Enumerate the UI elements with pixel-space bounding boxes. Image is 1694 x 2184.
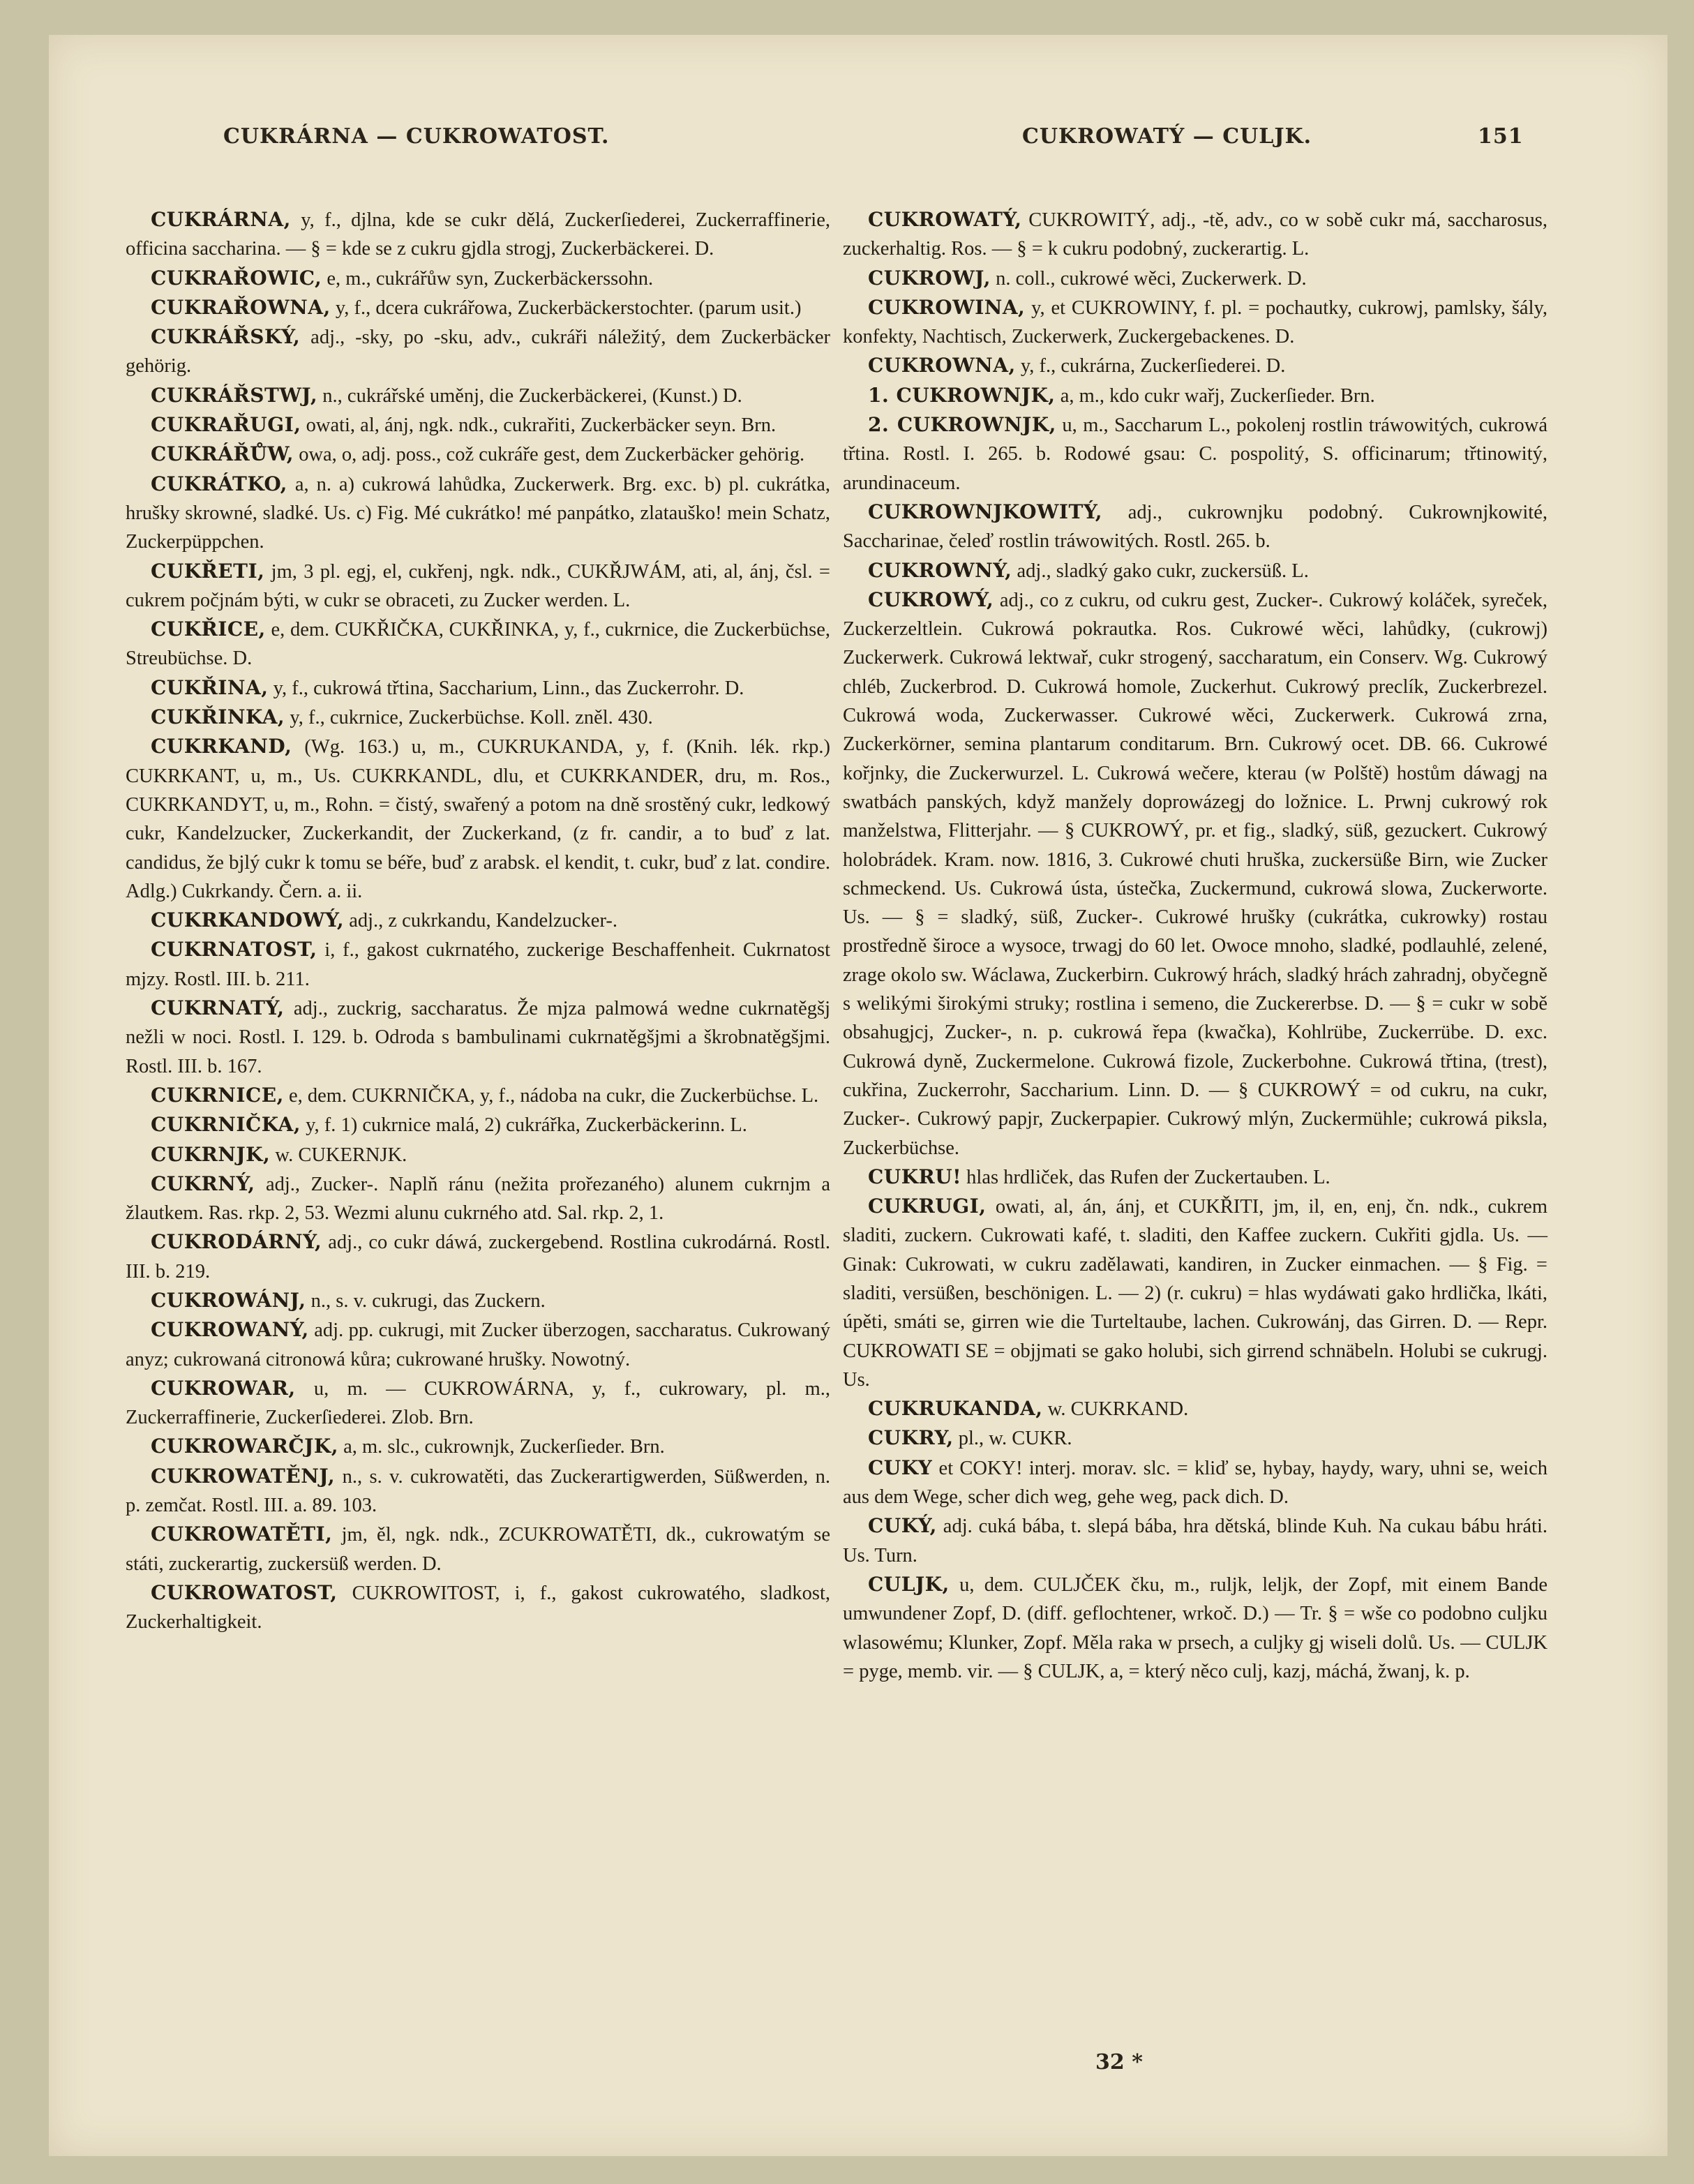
entry-headword: CUKROWÁNJ, xyxy=(151,1288,306,1312)
entry-definition: adj., z cukrkandu, Kandelzucker-. xyxy=(349,910,617,932)
entry-definition: CUKROWITÝ, adj., -tě, adv., co w sobě cukr má, saccharosus, zuckerhaltig. Ros. — § = k cukru podobný, zuckerartig. L. xyxy=(843,209,1547,260)
dictionary-entry xyxy=(843,1192,1547,1394)
entry-definition: jm, ěl, ngk. ndk., ZCUKROWATĚTI, dk., cukrowatým se státi, zuckerartig, zuckersüß werden. D. xyxy=(126,1524,830,1575)
dictionary-entry xyxy=(843,556,1547,585)
signature-mark: 32 * xyxy=(1095,2050,1143,2074)
dictionary-entry xyxy=(126,1520,830,1578)
page-number: 151 xyxy=(1478,124,1524,149)
entry-headword: CUKROWATĚTI, xyxy=(151,1523,333,1546)
entry-headword: CUKŘINA, xyxy=(151,675,269,699)
entry-headword: CUKRNICE, xyxy=(151,1083,284,1107)
entry-definition: w. CUKRKAND. xyxy=(1047,1398,1189,1421)
dictionary-entry xyxy=(843,1511,1547,1570)
entry-definition: et COKY! interj. morav. slc. = kliď se, hybay, haydy, wary, uhni se, weich aus dem Wege, scher dich weg, gehe weg, pack dich. D. xyxy=(843,1457,1548,1509)
entry-headword: CUKROWATĚNJ, xyxy=(151,1464,336,1488)
dictionary-entry xyxy=(126,1578,830,1637)
dictionary-entry xyxy=(126,1462,830,1520)
entry-definition: a, m. slc., cukrownjk, Zuckerſieder. Brn. xyxy=(343,1436,665,1458)
entry-definition: (Wg. 163.) u, m., CUKRUKANDA, y, f. (Knih. lék. rkp.) CUKRKANT, u, m., Us. CUKRKANDL, dlu, et CUKRKANDER, dru, m. Ros., CUKRKANDYT, u, m., Rohn. = čistý, swařený a potom na dně srostěný cukr, ledkowý cukr, Kandelzucker, Zuckerkandit, der Zuckerkand, (z fr. candir, a to buď z lat. candidus, že bjlý cukr k tomu se béře, buď z arabsk. el kendit, t. cukr, buď z lat. condire. Adlg.) Cukrkandy. Čern. a. ii. xyxy=(126,736,830,902)
dictionary-entry xyxy=(843,264,1547,293)
dictionary-entry xyxy=(843,1453,1547,1512)
entry-definition: CUKROWITOST, i, f., gakost cukrowatého, sladkost, Zuckerhaltigkeit. xyxy=(126,1582,831,1633)
dictionary-entry xyxy=(843,1570,1547,1686)
entry-definition: adj., cukrownjku podobný. Cukrownjkowité, Saccharinae, čeleď rostlin tráwowitých. Rostl. 265. b. xyxy=(843,501,1547,553)
entry-definition: u, m. — CUKROWÁRNA, y, f., cukrowary, pl. m., Zuckerraffinerie, Zuckerſiederei. Zlob. Brn. xyxy=(126,1377,831,1429)
dictionary-entry xyxy=(843,1394,1547,1423)
dictionary-entry xyxy=(126,1374,830,1433)
dictionary-entry xyxy=(126,1110,830,1139)
entry-headword: CUKRÁŘSKÝ, xyxy=(151,325,301,349)
entry-headword: 2. CUKROWNJK, xyxy=(868,413,1056,437)
entry-headword: CUKRKAND, xyxy=(151,735,292,758)
dictionary-entry xyxy=(126,381,830,410)
dictionary-entry xyxy=(126,732,830,906)
entry-definition: hlas hrdliček, das Rufen der Zuckertauben. L. xyxy=(966,1166,1331,1188)
dictionary-entry xyxy=(126,1227,830,1286)
entry-definition: e, dem. CUKŘIČKA, CUKŘINKA, y, f., cukrnice, die Zuckerbüchse, Streubüchse. D. xyxy=(126,619,830,670)
entry-headword: CUKROWÝ, xyxy=(868,588,994,611)
entry-definition: y, et CUKROWINY, f. pl. = pochautky, cukrowj, pamlsky, šály, konfekty, Nachtisch, Zuckerwerk, Zuckergebackenes. D. xyxy=(843,297,1548,348)
entry-definition: adj., zuckrig, saccharatus. Že mjza palmowá wedne cukrnatěgšj nežli w noci. Rostl. I. 129. b. Odroda s bambulinami cukrnatěgšjmi a škrobnatěgšjmi. Rostl. III. b. 167. xyxy=(126,998,831,1077)
right-column xyxy=(843,205,1547,1686)
entry-headword: CUKRNIČKA, xyxy=(151,1113,301,1137)
dictionary-entry xyxy=(843,293,1547,352)
entry-definition: u, dem. CULJČEK čku, m., ruljk, leljk, der Zopf, mit einem Bande umwundener Zopf, D. (diff. geflochtener, wrkoč. D.) — Tr. § = wše co podobno culjku wlasowému; Klunker, Zopf. Měla raka w prsech, a culjky gj wiseli dolů. Us. — CULJK = pyge, memb. vir. — § CULJK, a, = který něco culj, kazj, máchá, žwanj, k. p. xyxy=(843,1573,1548,1682)
left-running-head: CUKRÁRNA — CUKROWATOST. xyxy=(223,124,610,149)
entry-definition: e, dem. CUKRNIČKA, y, f., nádoba na cukr, die Zuckerbüchse. L. xyxy=(289,1084,819,1107)
entry-headword: CUKRAŘOWIC, xyxy=(151,266,322,290)
dictionary-entry xyxy=(126,1286,830,1315)
entry-headword: CUKRU! xyxy=(868,1165,962,1188)
entry-definition: jm, 3 pl. egj, el, cukřenj, ngk. ndk., CUKŘJWÁM, ati, al, ánj, čsl. = cukrem počjnám býti, w cukr se obraceti, zu Zucker werden. L. xyxy=(126,560,830,611)
entry-headword: CUKRUGI, xyxy=(868,1195,987,1218)
dictionary-entry xyxy=(126,1081,830,1110)
entry-definition: y, f., dcera cukrářowa, Zuckerbäckerstochter. (parum usit.) xyxy=(335,297,802,319)
entry-headword: CUKRKANDOWÝ, xyxy=(151,908,345,932)
entry-headword: 1. CUKROWNJK, xyxy=(868,383,1056,407)
entry-definition: owa, o, adj. poss., což cukráře gest, dem Zuckerbäcker gehörig. xyxy=(299,444,805,466)
entry-headword: CUKROWARČJK, xyxy=(151,1435,338,1458)
entry-definition: y, f. 1) cukrnice malá, 2) cukrářka, Zuckerbäckerinn. L. xyxy=(306,1114,747,1137)
dictionary-entry xyxy=(126,1315,830,1374)
entry-definition: adj., Zucker-. Naplň ránu (nežita prořezaného) alunem cukrnjm a žlautkem. Ras. rkp. 2, 53. Wezmi alunu cukrného atd. Sal. rkp. 2, 1. xyxy=(126,1173,831,1225)
entry-headword: CUKRÁRNA, xyxy=(151,208,291,231)
entry-definition: adj., sladký gako cukr, zuckersüß. L. xyxy=(1017,560,1309,582)
entry-headword: CUKY xyxy=(868,1456,933,1479)
dictionary-entry xyxy=(843,410,1547,498)
dictionary-entry xyxy=(126,906,830,935)
dictionary-entry xyxy=(126,322,830,381)
entry-definition: adj., co cukr dáwá, zuckergebend. Rostlina cukrodárná. Rostl. III. b. 219. xyxy=(126,1232,830,1282)
entry-headword: CUKRÁŘŮW, xyxy=(151,442,294,466)
dictionary-entry xyxy=(126,264,830,293)
entry-headword: CUKRUKANDA, xyxy=(868,1397,1043,1421)
dictionary-entry xyxy=(126,557,830,615)
dictionary-entry xyxy=(126,673,830,703)
left-column xyxy=(126,205,830,1637)
entry-definition: pl., w. CUKR. xyxy=(958,1428,1072,1450)
dictionary-entry xyxy=(843,498,1547,556)
entry-headword: CUKRÁTKO, xyxy=(151,472,287,495)
dictionary-entry xyxy=(843,351,1547,380)
entry-headword: CUKRNÝ, xyxy=(151,1172,255,1195)
entry-headword: CUKÝ, xyxy=(868,1514,937,1538)
dictionary-entry xyxy=(126,994,830,1081)
dictionary-entry xyxy=(843,1423,1547,1453)
dictionary-entry xyxy=(843,205,1547,264)
entry-headword: CUKROWATÝ, xyxy=(868,208,1022,231)
entry-headword: CUKRAŘUGI, xyxy=(151,413,301,437)
entry-headword: CUKŘICE, xyxy=(151,618,266,641)
dictionary-entry xyxy=(126,615,830,673)
entry-definition: a, m., kdo cukr wařj, Zuckerſieder. Brn. xyxy=(1060,384,1375,407)
entry-definition: adj. pp. cukrugi, mit Zucker überzogen, saccharatus. Cukrowaný anyz; cukrowaná citronowá kůra; cukrowané hrušky. Nowotný. xyxy=(126,1319,831,1370)
entry-headword: CUKROWINA, xyxy=(868,295,1026,319)
entry-headword: CUKRY, xyxy=(868,1426,954,1450)
entry-headword: CUKŘINKA, xyxy=(151,705,285,729)
dictionary-entry xyxy=(126,293,830,322)
dictionary-page xyxy=(49,35,1667,2156)
entry-definition: n., s. v. cukrugi, das Zuckern. xyxy=(310,1289,546,1312)
entry-definition: owati, al, ánj, ngk. ndk., cukrařiti, Zuckerbäcker seyn. Brn. xyxy=(306,414,777,437)
dictionary-entry xyxy=(126,703,830,732)
entry-headword: CUKROWAR, xyxy=(151,1376,296,1400)
entry-definition: adj., -sky, po -sku, adv., cukráři náležitý, dem Zuckerbäcker gehörig. xyxy=(126,327,831,377)
entry-headword: CUKRNJK, xyxy=(151,1142,271,1166)
entry-headword: CUKRNATOST, xyxy=(151,938,317,962)
entry-definition: y, f., cukrnice, Zuckerbüchse. Koll. zněl. 430. xyxy=(290,707,653,729)
entry-definition: adj. cuká bába, t. slepá bába, hra dětská, blinde Kuh. Na cukau bábu hráti. Us. Turn. xyxy=(843,1516,1548,1566)
entry-headword: CUKŘETI, xyxy=(151,559,265,583)
entry-definition: n. coll., cukrowé wěci, Zuckerwerk. D. xyxy=(996,267,1307,290)
entry-definition: u, m., Saccharum L., pokolenj rostlin tráwowitých, cukrowá třtina. Rostl. I. 265. b. Rodowé gsau: C. pospolitý, S. officinarum; třtinowitý, arundinaceum. xyxy=(843,414,1547,494)
entry-headword: CUKRODÁRNÝ, xyxy=(151,1230,322,1254)
entry-headword: CUKRNATÝ, xyxy=(151,996,285,1020)
entry-headword: CUKROWNA, xyxy=(868,354,1016,377)
entry-headword: CUKROWNÝ, xyxy=(868,558,1012,582)
entry-headword: CULJK, xyxy=(868,1572,950,1596)
entry-definition: y, f., cukrowá třtina, Saccharium, Linn., das Zuckerrohr. D. xyxy=(273,677,744,699)
entry-definition: e, m., cukrářůw syn, Zuckerbäckerssohn. xyxy=(327,267,654,290)
entry-headword: CUKRAŘOWNA, xyxy=(151,295,331,319)
right-running-head: CUKROWATÝ — CULJK. xyxy=(1022,124,1312,149)
entry-definition: a, n. a) cukrowá lahůdka, Zuckerwerk. Brg. exc. b) pl. cukrátka, hrušky skrowné, sladké. Us. c) Fig. Mé cukrátko! mé panpátko, zlatauško! mein Schatz, Zuckerpüppchen. xyxy=(126,473,831,553)
dictionary-entry xyxy=(126,1432,830,1461)
entry-definition: owati, al, án, ánj, et CUKŘITI, jm, il, en, enj, čn. ndk., cukrem sladiti, zuckern. Cukrowati kafé, t. sladiti, den Kaffee zuckern. Cukřiti gjdla. Us. — Ginak: Cukrowati, w cukru zadělawati, kandiren, in Zucker einmachen. — § Fig. = sladiti, versüßen, beschönigen. L. — 2) (r. cukru) = hlas wydáwati gako hrdlička, lkáti, úpěti, smáti se, girren wie die Turteltaube, lachen. Cukrowánj, das Girren. D. — Repr. CUKROWATI SE = objjmati se gako holubi, sich girrend schnäbeln. Holubi se cukrugj. Us. xyxy=(843,1196,1548,1391)
dictionary-entry xyxy=(126,1169,830,1228)
dictionary-entry xyxy=(843,381,1547,410)
entry-headword: CUKRÁŘSTWJ, xyxy=(151,383,318,407)
entry-definition: w. CUKERNJK. xyxy=(275,1144,407,1166)
dictionary-entry xyxy=(126,470,830,557)
entry-definition: i, f., gakost cukrnatého, zuckerige Beschaffenheit. Cukrnatost mjzy. Rostl. III. b. 211. xyxy=(126,939,830,990)
entry-definition: y, f., djlna, kde se cukr dělá, Zuckerſiederei, Zuckerraffinerie, officina saccharina. — § = kde se z cukru gjdla strogj, Zuckerbäckerei. D. xyxy=(126,209,831,260)
dictionary-entry xyxy=(843,585,1547,1162)
dictionary-entry xyxy=(843,1162,1547,1192)
dictionary-entry xyxy=(126,1140,830,1169)
dictionary-entry xyxy=(126,410,830,440)
dictionary-entry xyxy=(126,935,830,994)
entry-definition: n., s. v. cukrowatěti, das Zuckerartigwerden, Süßwerden, n. p. zemčat. Rostl. III. a. 89. 103. xyxy=(126,1465,831,1517)
dictionary-entry xyxy=(126,440,830,469)
dictionary-entry xyxy=(126,205,830,264)
entry-definition: n., cukrářské uměnj, die Zuckerbäckerei, (Kunst.) D. xyxy=(322,384,742,407)
entry-definition: adj., co z cukru, od cukru gest, Zucker-. Cukrowý koláček, syreček, Zuckerzeltlein. Cukrowá pokrautka. Ros. Cukrowé wěci, lahůdky, (cukrowj) Zuckerwerk. Cukrowá lektwař, cukr strogený, saccharatum, ein Conserv. Wg. Cukrowý chléb, Zuckerbrod. D. Cukrowá homole, Zuckerhut. Cukrowý preclík, Zuckerbrezel. Cukrowá woda, Zuckerwasser. Cukrowé wěci, Zuckerwerk. Cukrowá zrna, Zuckerkörner, semina plantarum conditarum. Brn. Cukrowý ocet. DB. 66. Cukrowé kořjnky, die Zuckerwurzel. L. Cukrowá wečere, kterau (w Polště) hostům dáwagj na swatbách panských, když manžely doprowázegj do ložnice. L. Prwnj cukrowý rok manželstwa, Flitterjahr. — § CUKROWÝ, pr. et fig., sladký, süß, gezuckert. Cukrowý holobrádek. Kram. now. 1816, 3. Cukrowé chuti hruška, zuckersüße Birn, wie Zucker schmeckend. Us. Cukrowá ústa, ústečka, Zuckermund, cukrowá slowa, Zuckerworte. Us. — § = sladký, süß, Zucker-. Cukrowé hrušky (cukrátka, cukrowky) rostau prostředně široce a wysoce, trwagj do 60 let. Owoce mnoho, sladké, podlauhlé, zelené, zrage okolo sw. Wáclawa, Zuckerbirn. Cukrowý hrách, sladký hrách zahradnj, obyčegně s welikými širokými struky; rostlina i semeno, die Zuckererbse. D. — § = cukr w sobě obsahugjcj, Zucker-, n. p. cukrowá řepa (kwačka), Kohlrübe, Zuckerrübe. D. exc. Cukrowá dyně, Zuckermelone. Cukrowá fizole, Zuckerbohne. Cukrowá třtina, (trest), cukřina, Zuckerrohr, Saccharium. Linn. D. — § CUKROWÝ = od cukru, na cukr, Zucker-. Cukrowý papjr, Zuckerpapier. Cukrowý mlýn, Zuckermühle; cukrowá piksla, Zuckerbüchse. xyxy=(843,589,1548,1159)
entry-headword: CUKROWNJKOWITÝ, xyxy=(868,500,1102,523)
entry-headword: CUKROWATOST, xyxy=(151,1580,338,1604)
entry-headword: CUKROWJ, xyxy=(868,266,991,290)
entry-definition: y, f., cukrárna, Zuckerſiederei. D. xyxy=(1020,355,1286,377)
entry-headword: CUKROWANÝ, xyxy=(151,1318,309,1342)
